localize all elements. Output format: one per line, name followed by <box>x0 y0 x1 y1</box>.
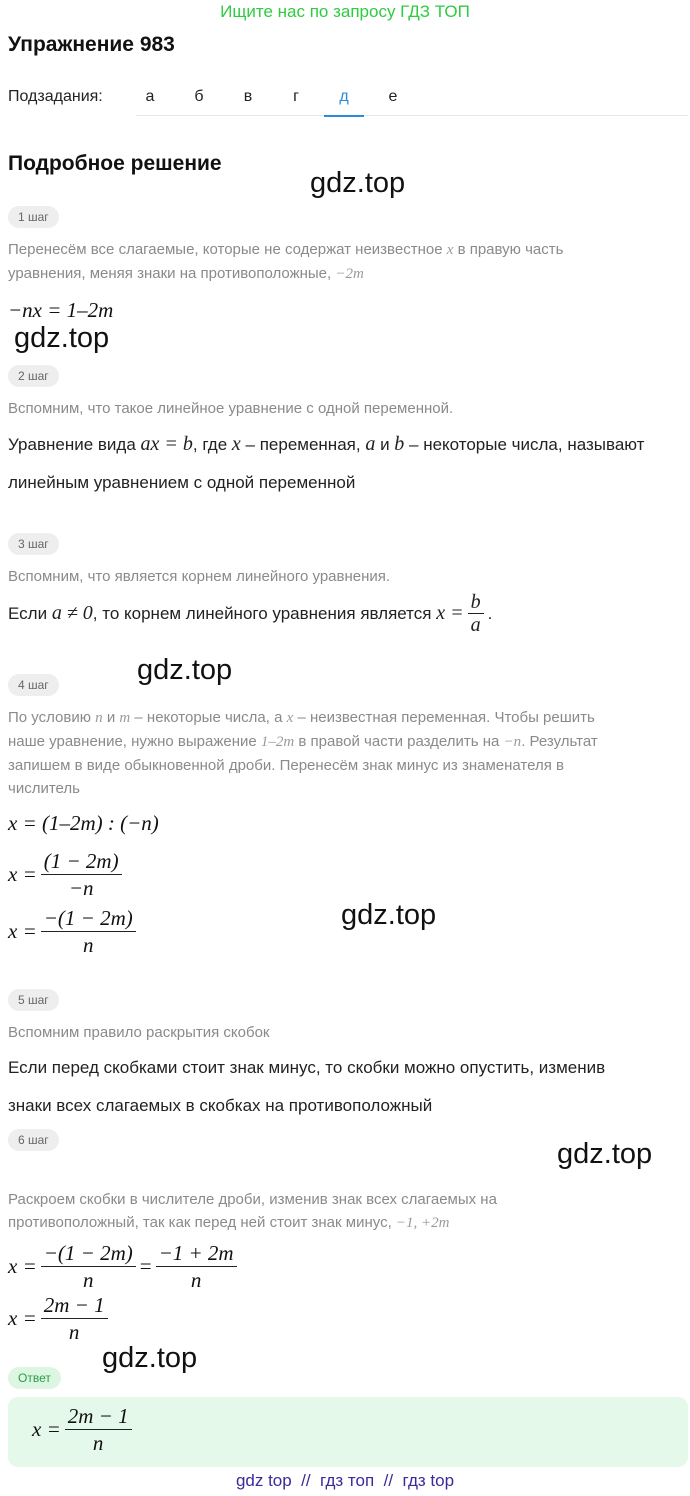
step-text: . Результат <box>521 733 598 750</box>
step-text: и <box>106 709 116 726</box>
step-4-equation-2 <box>8 848 126 901</box>
rule-text: – некоторые числа, называют <box>409 435 645 454</box>
step-5-rule <box>8 1049 688 1125</box>
watermark: gdz.top <box>14 322 110 354</box>
subtasks-nav <box>8 86 688 116</box>
math-var: x <box>231 433 241 455</box>
math-expression: x = <box>436 602 464 624</box>
step-3-text: Вспомним, что является корнем линейного уравнения. <box>8 568 391 585</box>
math-expression: a ≠ 0 <box>51 602 93 624</box>
step-1-text <box>8 238 688 286</box>
step-6-text <box>8 1188 688 1235</box>
math-expression: = <box>139 1254 152 1278</box>
fraction-numerator: 2m − 1 <box>41 1292 108 1319</box>
fraction-numerator: −(1 − 2m) <box>41 1240 136 1267</box>
step-text: уравнения, меняя знаки на противоположные, <box>8 265 332 282</box>
step-badge: 2 шаг <box>8 365 59 387</box>
fraction-numerator: −(1 − 2m) <box>41 905 136 932</box>
step-badge: 1 шаг <box>8 206 59 228</box>
answer-equation <box>32 1403 136 1456</box>
subtask-tab-d[interactable]: д <box>324 88 364 116</box>
fraction <box>468 591 484 636</box>
math-var: x <box>286 710 294 726</box>
fraction-denominator: n <box>92 1431 104 1455</box>
solution-title: Подробное решение <box>8 152 222 175</box>
math-expression: −1, +2m <box>395 1215 450 1231</box>
rule-text: – переменная, <box>245 435 361 454</box>
step-text: – некоторые числа, а <box>134 709 283 726</box>
watermark: gdz.top <box>102 1342 198 1374</box>
step-1-equation: −nx = 1–2m <box>8 298 114 322</box>
rule-text: линейным уравнением с одной переменной <box>8 473 356 492</box>
fraction-denominator: a <box>470 614 481 636</box>
search-banner[interactable]: Ищите нас по запросу ГДЗ ТОП <box>220 2 470 21</box>
step-4-equation-3 <box>8 905 140 958</box>
math-expression: x = <box>8 1254 37 1278</box>
math-var: n <box>95 710 103 726</box>
fraction <box>41 1292 108 1345</box>
subtask-tab-g[interactable]: г <box>293 88 299 105</box>
step-badge: 4 шаг <box>8 674 59 696</box>
step-badge: 3 шаг <box>8 533 59 555</box>
math-expression: −n <box>503 734 522 750</box>
step-4-text <box>8 706 688 800</box>
rule-text: Уравнение вида <box>8 435 136 454</box>
step-2-rule <box>8 425 690 502</box>
fraction-numerator: 2m − 1 <box>65 1403 132 1430</box>
fraction-denominator: n <box>83 1268 94 1292</box>
step-4-equation-1: x = (1–2m) : (−n) <box>8 811 159 835</box>
step-text: наше уравнение, нужно выражение <box>8 733 257 750</box>
fraction-numerator: −1 + 2m <box>156 1240 237 1267</box>
subtasks-label: Подзадания: <box>8 88 103 105</box>
fraction <box>156 1240 237 1293</box>
step-text: в правую часть <box>457 241 564 258</box>
rule-text: , то корнем линейного уравнения является <box>92 603 432 623</box>
step-text: в правой части разделить на <box>298 733 500 750</box>
math-expression: ax = b <box>140 433 193 455</box>
math-expression: 1–2m <box>260 734 295 750</box>
math-var: b <box>394 433 405 455</box>
fraction-denominator: −n <box>68 876 94 900</box>
step-6-equation-2 <box>8 1292 112 1345</box>
fraction-numerator: b <box>468 591 484 614</box>
step-3-rule <box>8 591 492 636</box>
rule-text: Если <box>8 603 48 623</box>
step-2-text: Вспомним, что такое линейное уравнение с одной переменной. <box>8 400 454 417</box>
fraction <box>65 1403 132 1456</box>
exercise-title: Упражнение 983 <box>8 33 175 56</box>
step-6-equation-1 <box>8 1240 241 1293</box>
rule-text: . <box>487 603 493 623</box>
math-term: −2m <box>335 266 364 282</box>
watermark: gdz.top <box>557 1138 653 1170</box>
step-text: Перенесём все слагаемые, которые не содержат неизвестное <box>8 241 443 258</box>
math-expression: x = <box>32 1417 61 1441</box>
step-5-text: Вспомним правило раскрытия скобок <box>8 1024 270 1041</box>
step-text: – неизвестная переменная. Чтобы решить <box>297 709 595 726</box>
step-text: Раскроем скобки в числителе дроби, изменив знак всех слагаемых на <box>8 1191 497 1208</box>
subtask-tab-e[interactable]: е <box>388 88 398 105</box>
footer-links[interactable]: gdz top // гдз топ // гдз top <box>235 1471 455 1490</box>
math-expression: x = <box>8 919 37 943</box>
math-var: m <box>119 710 131 726</box>
rule-text: и <box>380 435 390 454</box>
step-badge: 6 шаг <box>8 1129 59 1151</box>
rule-text: знаки всех слагаемых в скобках на противоположный <box>8 1096 433 1115</box>
fraction-denominator: n <box>83 933 94 957</box>
fraction <box>41 1240 136 1293</box>
math-var: a <box>365 433 376 455</box>
step-text: По условию <box>8 709 91 726</box>
rule-text: , где <box>192 435 228 454</box>
fraction <box>41 905 136 958</box>
math-var: x <box>446 242 454 258</box>
fraction-denominator: n <box>190 1268 202 1292</box>
step-text: числитель <box>8 780 80 797</box>
rule-text: Если перед скобками стоит знак минус, то скобки можно опустить, изменив <box>8 1058 606 1077</box>
fraction-numerator: (1 − 2m) <box>41 848 122 875</box>
math-expression: x = <box>8 1306 37 1330</box>
fraction-denominator: n <box>68 1320 80 1344</box>
subtask-tab-v[interactable]: в <box>243 88 253 105</box>
subtask-tab-b[interactable]: б <box>194 88 204 105</box>
watermark: gdz.top <box>310 167 406 199</box>
math-expression: x = <box>8 862 37 886</box>
answer-box <box>8 1397 688 1467</box>
answer-badge: Ответ <box>8 1367 61 1389</box>
fraction <box>41 848 122 901</box>
step-text: противоположный, так как перед ней стоит знак минус, <box>8 1214 392 1231</box>
watermark: gdz.top <box>341 899 437 931</box>
step-text: запишем в виде обыкновенной дроби. Перенесём знак минус из знаменателя в <box>8 757 564 774</box>
step-badge: 5 шаг <box>8 989 59 1011</box>
subtask-tab-a[interactable]: а <box>145 88 155 105</box>
watermark: gdz.top <box>137 654 233 686</box>
